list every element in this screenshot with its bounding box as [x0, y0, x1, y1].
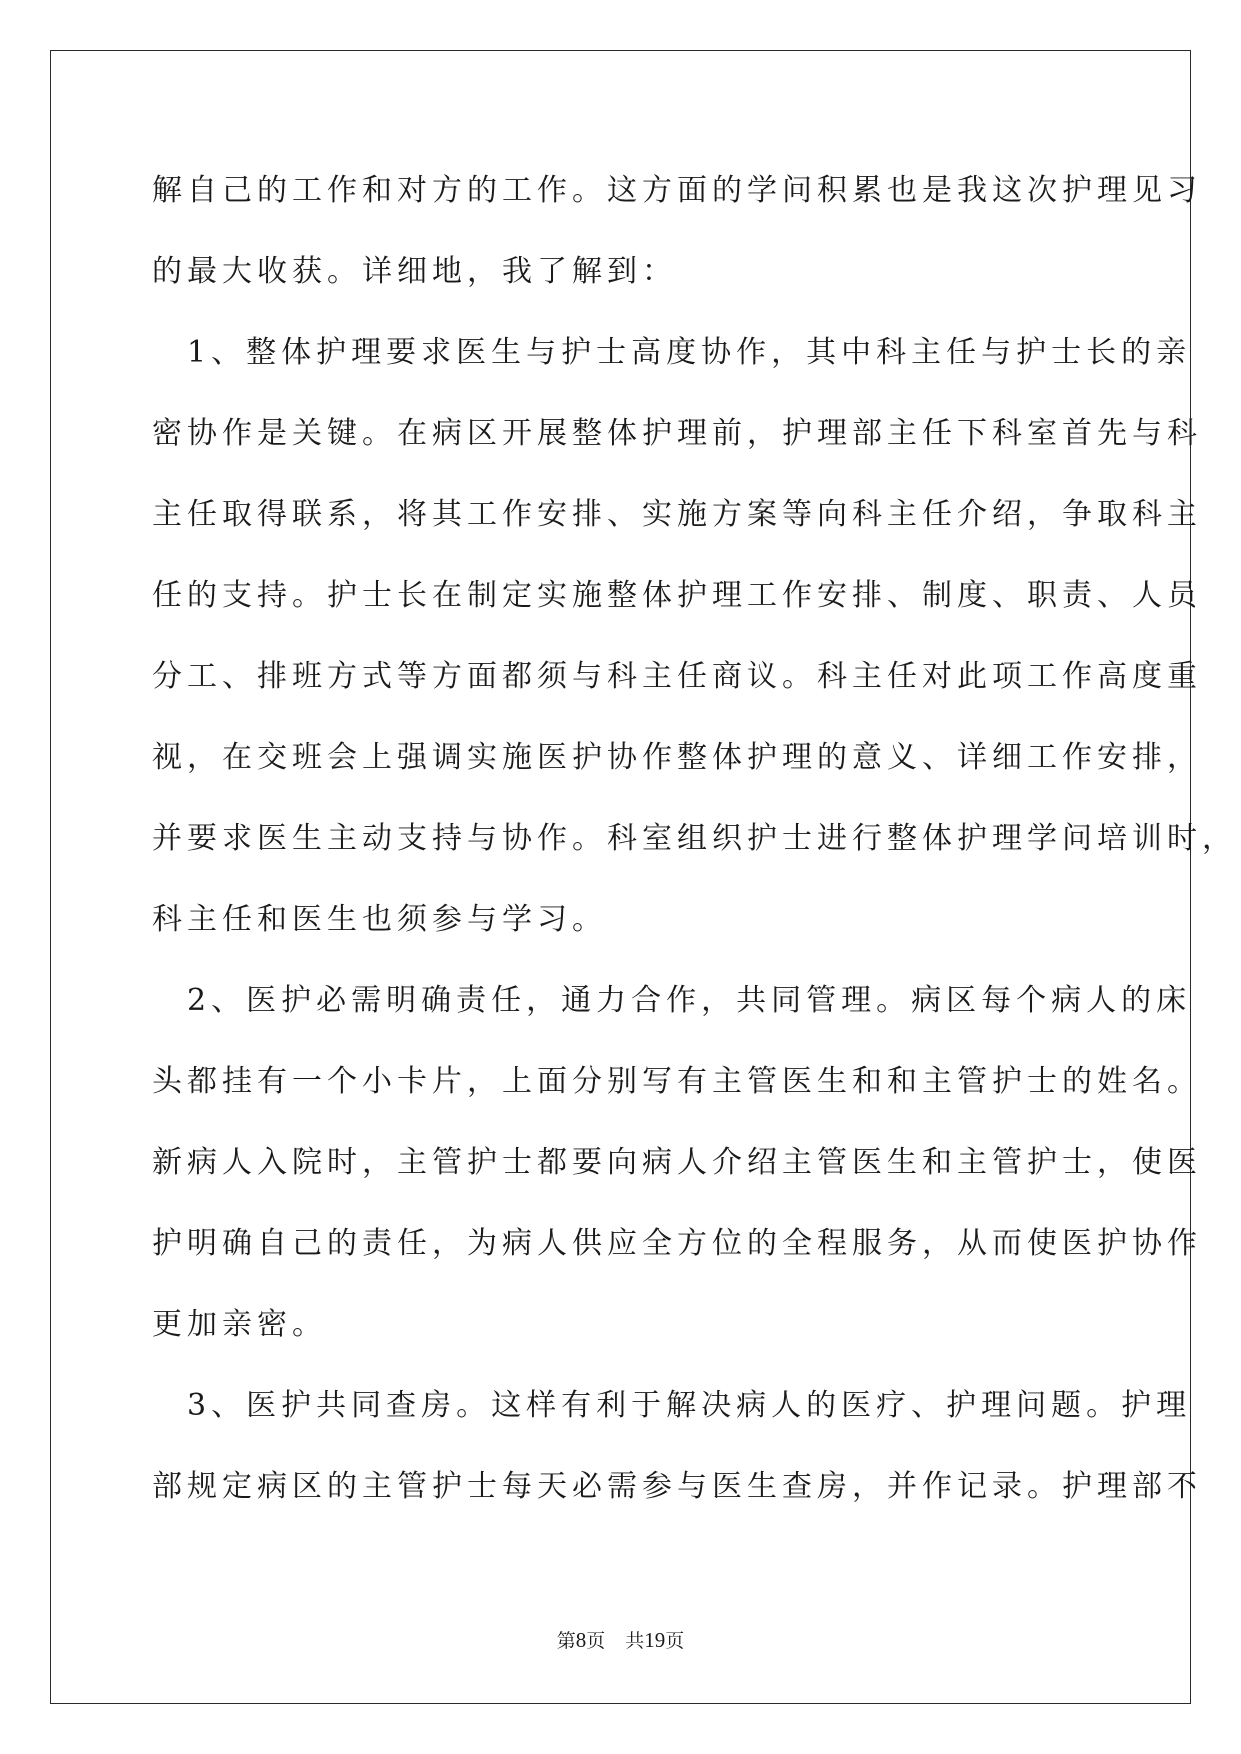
- text-line: 1、整体护理要求医生与护士高度协作，其中科主任与护士长的亲: [152, 335, 1192, 370]
- text-line: 头都挂有一个小卡片，上面分别写有主管医生和和主管护士的姓名。: [152, 1064, 1202, 1099]
- text-line: 解自己的工作和对方的工作。这方面的学问积累也是我这次护理见习: [152, 173, 1202, 208]
- text-line: 3、医护共同查房。这样有利于解决病人的医疗、护理问题。护理: [152, 1388, 1192, 1423]
- text-line: 分工、排班方式等方面都须与科主任商议。科主任对此项工作高度重: [152, 659, 1202, 694]
- document-body: [152, 165, 1237, 1542]
- text-line: 护明确自己的责任，为病人供应全方位的全程服务，从而使医护协作: [152, 1226, 1202, 1261]
- text-line: 任的支持。护士长在制定实施整体护理工作安排、制度、职责、人员: [152, 578, 1202, 613]
- text-line: 部规定病区的主管护士每天必需参与医生查房，并作记录。护理部不: [152, 1469, 1202, 1504]
- text-line: 的最大收获。详细地，我了解到：: [152, 254, 677, 289]
- text-line: 新病人入院时，主管护士都要向病人介绍主管医生和主管护士，使医: [152, 1145, 1202, 1180]
- total-pages: 共19页: [625, 1628, 685, 1652]
- text-line: 视，在交班会上强调实施医护协作整体护理的意义、详细工作安排，: [152, 740, 1202, 775]
- text-line: 并要求医生主动支持与协作。科室组织护士进行整体护理学问培训时，: [152, 821, 1237, 856]
- text-line: 密协作是关键。在病区开展整体护理前，护理部主任下科室首先与科: [152, 416, 1202, 451]
- text-line: 科主任和医生也须参与学习。: [152, 902, 607, 937]
- text-line: 主任取得联系，将其工作安排、实施方案等向科主任介绍，争取科主: [152, 497, 1202, 532]
- text-line: 2、医护必需明确责任，通力合作，共同管理。病区每个病人的床: [152, 983, 1192, 1018]
- page-number: 第8页: [556, 1628, 606, 1652]
- text-line: 更加亲密。: [152, 1307, 327, 1342]
- page-footer: [0, 1628, 1241, 1653]
